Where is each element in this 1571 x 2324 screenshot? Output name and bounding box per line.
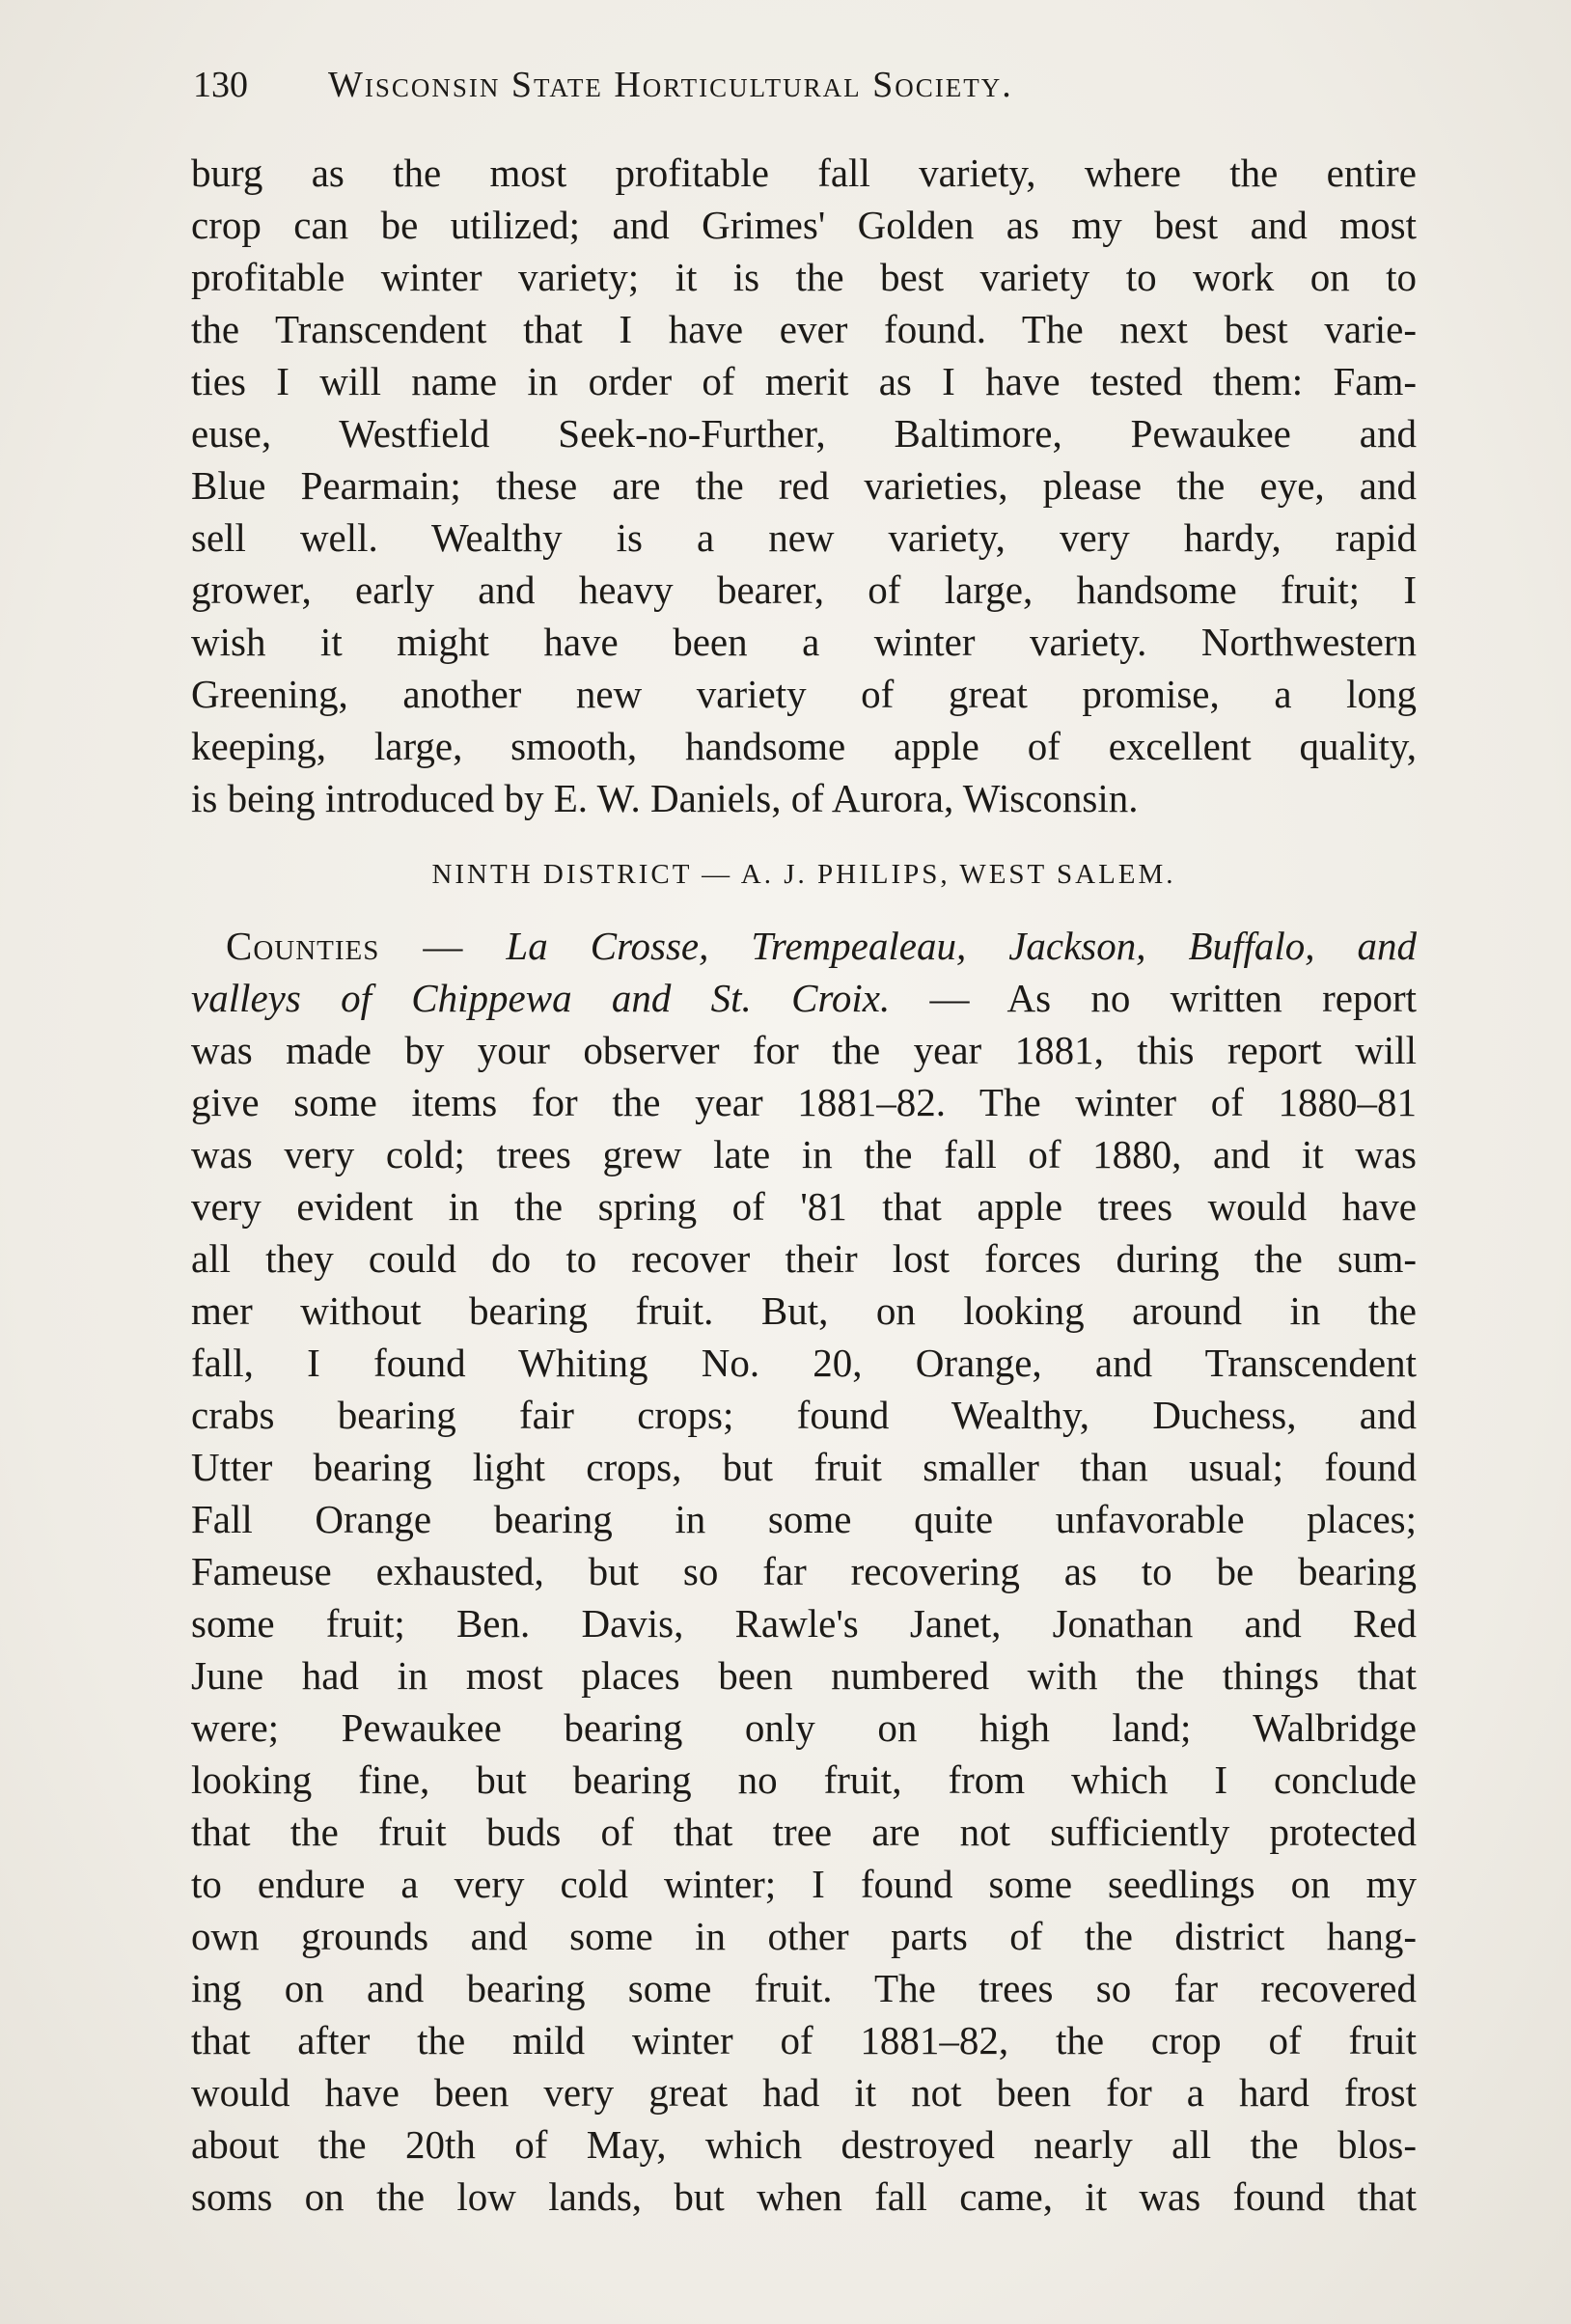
counties-list-continued: valleys of Chippewa and St. Croix. xyxy=(191,976,891,1020)
text-line: Fameuse exhausted, but so far recovering as to be bearing xyxy=(191,1549,1417,1593)
text-line: ing on and bearing some fruit. The trees so far recovered xyxy=(191,1966,1417,2010)
counties-lead-word: Counties — xyxy=(226,924,464,968)
paragraph-fruit-varieties xyxy=(191,147,1417,824)
text-line: crop can be utilized; and Grimes' Golden as my best and most xyxy=(191,203,1417,247)
counties-line-2 xyxy=(191,972,1417,1024)
text-line: sell well. Wealthy is a new variety, very hardy, rapid xyxy=(191,515,1417,560)
counties-line xyxy=(191,920,1417,972)
text-line: June had in most places been numbered with the things that xyxy=(191,1653,1417,1698)
text-line: burg as the most profitable fall variety, where the entire xyxy=(191,151,1417,195)
text-line: all they could do to recover their lost forces during the sum- xyxy=(191,1236,1417,1281)
text-line: very evident in the spring of '81 that apple trees would have xyxy=(191,1184,1417,1229)
page-number: 130 xyxy=(193,65,248,105)
text-line: some fruit; Ben. Davis, Rawle's Janet, Jonathan and Red xyxy=(191,1601,1417,1646)
text-line: wish it might have been a winter variety. Northwestern xyxy=(191,620,1417,664)
text-line: to endure a very cold winter; I found some seedlings on my xyxy=(191,1862,1417,1906)
text-line: Greening, another new variety of great promise, a long xyxy=(191,672,1417,716)
text-line: Utter bearing light crops, but fruit smaller than usual; found xyxy=(191,1445,1417,1489)
text-line: was very cold; trees grew late in the fall of 1880, and it was xyxy=(191,1132,1417,1176)
text-line: soms on the low lands, but when fall came, it was found that xyxy=(191,2174,1417,2219)
text-line: give some items for the year 1881–82. The winter of 1880–81 xyxy=(191,1080,1417,1124)
text-line: grower, early and heavy bearer, of large, handsome fruit; I xyxy=(191,567,1417,612)
text-line: profitable winter variety; it is the best variety to work on to xyxy=(191,255,1417,299)
text-line: is being introduced by E. W. Daniels, of Aurora, Wisconsin. xyxy=(191,776,1139,820)
page-header xyxy=(193,64,1264,122)
text-line: the Transcendent that I have ever found. The next best varie- xyxy=(191,307,1417,351)
text-line: would have been very great had it not been for a hard frost xyxy=(191,2070,1417,2115)
text-line: keeping, large, smooth, handsome apple of excellent quality, xyxy=(191,724,1417,768)
text-line: about the 20th of May, which destroyed nearly all the blos- xyxy=(191,2122,1417,2167)
text-line: euse, Westfield Seek-no-Further, Baltimore, Pewaukee and xyxy=(191,411,1417,456)
text-line: Fall Orange bearing in some quite unfavorable places; xyxy=(191,1497,1417,1541)
text-line: looking fine, but bearing no fruit, from which I conclude xyxy=(191,1757,1417,1802)
text-line: Blue Pearmain; these are the red varieties, please the eye, and xyxy=(191,463,1417,508)
section-heading-ninth-district: NINTH DISTRICT — A. J. PHILIPS, WEST SALEM. xyxy=(431,859,1176,890)
paragraph-ninth-district-report xyxy=(191,920,1417,2223)
text-line: own grounds and some in other parts of the district hang- xyxy=(191,1914,1417,1958)
text-line: was made by your observer for the year 1881, this report will xyxy=(191,1028,1417,1072)
counties-line-rest: — As no written report xyxy=(890,976,1417,1020)
running-title: Wisconsin State Horticultural Society. xyxy=(328,65,1013,105)
text-line: crabs bearing fair crops; found Wealthy, Duchess, and xyxy=(191,1393,1417,1437)
text-line: that after the mild winter of 1881–82, the crop of fruit xyxy=(191,2018,1417,2062)
text-line: fall, I found Whiting No. 20, Orange, and Transcendent xyxy=(191,1341,1417,1385)
text-line: were; Pewaukee bearing only on high land; Walbridge xyxy=(191,1705,1417,1750)
text-line: that the fruit buds of that tree are not sufficiently protected xyxy=(191,1810,1417,1854)
text-line: mer without bearing fruit. But, on looking around in the xyxy=(191,1288,1417,1333)
counties-list: La Crosse, Trempealeau, Jackson, Buffalo, and xyxy=(506,924,1417,968)
text-line: ties I will name in order of merit as I have tested them: Fam- xyxy=(191,359,1417,403)
